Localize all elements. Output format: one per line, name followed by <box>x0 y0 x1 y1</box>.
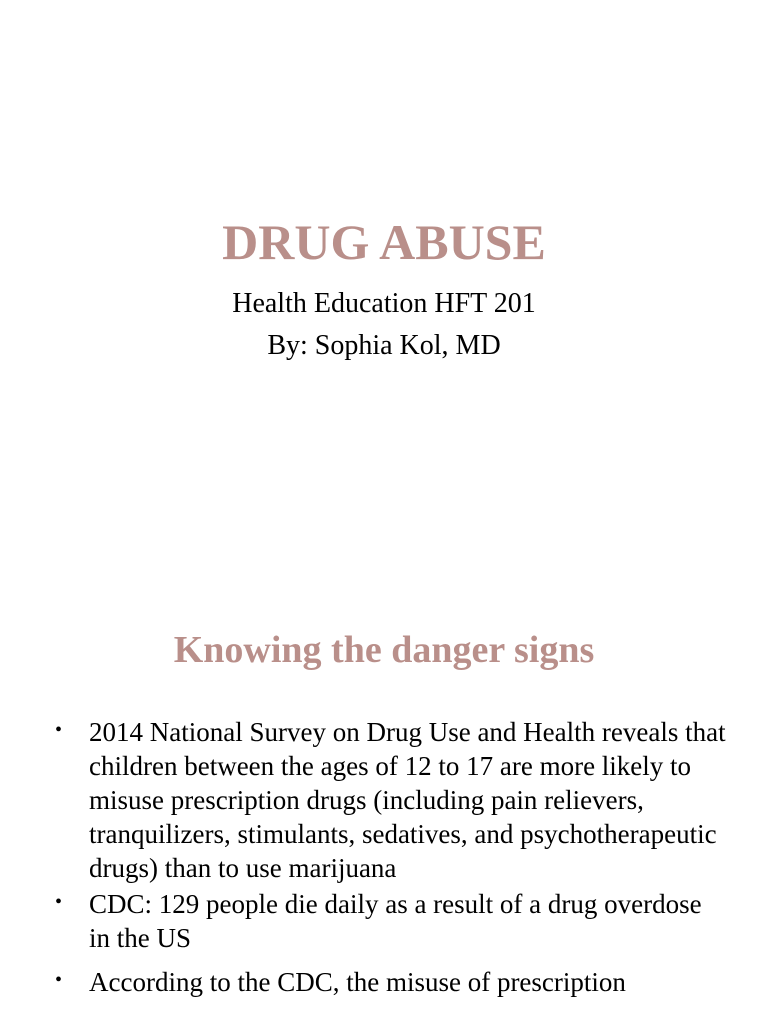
bullet-list <box>0 715 768 1001</box>
bullet-text: CDC: 129 people die daily as a result of a drug overdose in the US <box>89 889 702 953</box>
author-subtitle: By: Sophia Kol, MD <box>267 330 501 361</box>
course-subtitle: Health Education HFT 201 <box>232 288 536 319</box>
bullet-icon: • <box>55 969 63 991</box>
list-item <box>0 965 768 999</box>
bullet-text: 2014 National Survey on Drug Use and Health reveals that children between the ages of 12 to 17 are more likely to misuse prescription drugs (including pain relievers, tranquilizers, stimulants, sedatives, and psychotherapeutic drugs) than to use marijuana <box>89 717 726 883</box>
list-item <box>0 715 768 885</box>
section-title: Knowing the danger signs <box>173 629 595 671</box>
list-item <box>0 887 768 955</box>
slide-title: DRUG ABUSE <box>222 214 546 270</box>
bullet-icon: • <box>55 719 63 741</box>
bullet-text: According to the CDC, the misuse of prescription <box>89 967 626 997</box>
bullet-icon: • <box>55 891 63 913</box>
